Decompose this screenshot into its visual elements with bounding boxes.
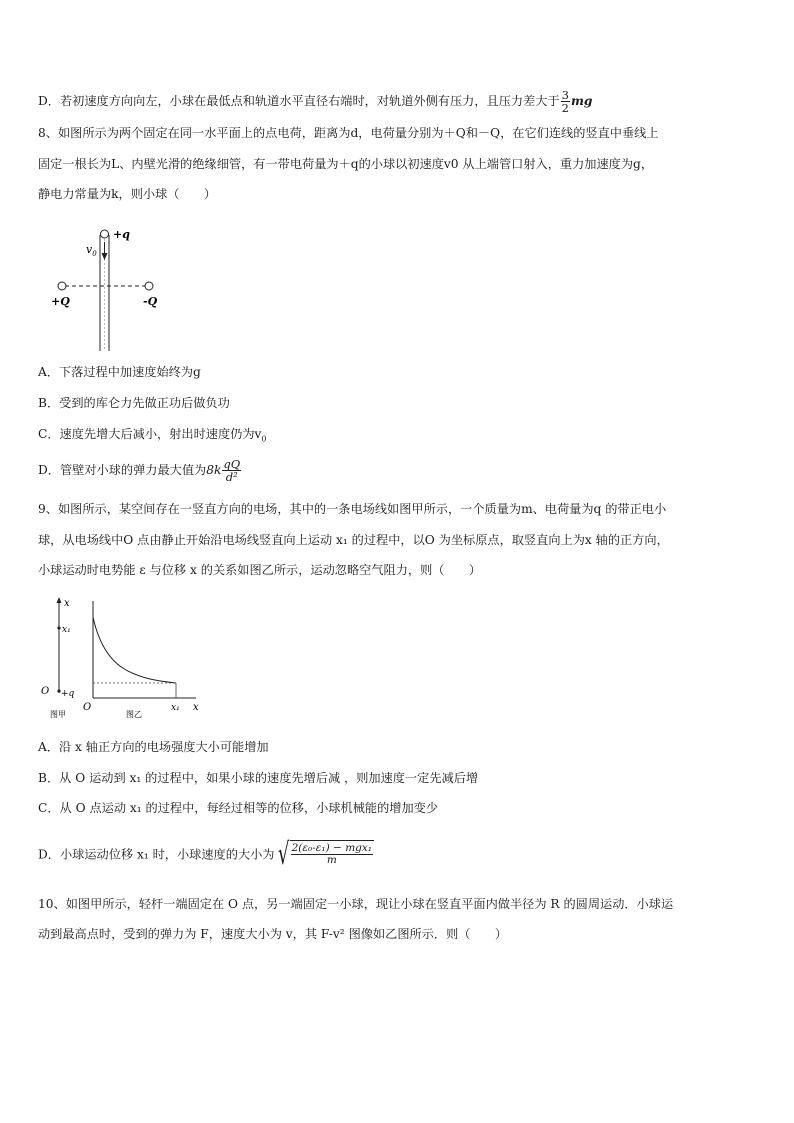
q8-option-d — [38, 458, 242, 483]
fraction-denominator: d² — [225, 470, 238, 485]
q8-option-b — [38, 397, 230, 409]
jia-q-label: +q — [61, 689, 75, 699]
option-text: 小球运动位移 x₁ 时，小球速度的大小为 — [59, 847, 275, 862]
option-label: A． — [38, 740, 59, 754]
q9-option-a — [38, 741, 269, 753]
jia-x-axis-label: x — [64, 598, 70, 609]
fraction-denominator: 2 — [561, 101, 569, 116]
option-text: 若初速度方向向左，小球在最低点和轨道水平直径右端时，对轨道外侧有压力，且压力差大于 — [59, 94, 560, 109]
v0-label: $v_0$ — [86, 243, 97, 258]
q8-stem-line-3: 静电力常量为k，则小球（ ） — [38, 187, 217, 201]
subscript: 0 — [261, 434, 267, 444]
caption-jia: 图甲 — [50, 710, 66, 719]
option-label: C． — [38, 427, 60, 441]
jia-O-label: O — [41, 686, 50, 697]
option-text: 从 O 运动到 x₁ 的过程中，如果小球的速度先增后减 ，则加速度一定先减后增 — [59, 771, 479, 785]
option-label: C． — [38, 801, 60, 815]
option-label: D． — [38, 463, 60, 478]
fraction — [291, 843, 373, 866]
q10-stem-line-2: 动到最高点时，受到的弹力为 F，速度大小为 v，其 F-v² 图像如乙图所示．则（ ） — [38, 927, 508, 941]
yi-x1-tick: x₁ — [171, 703, 180, 713]
q8-stem-line-2: 固定一根长为L、内壁光滑的绝缘细管，有一带电荷量为＋q的小球以初速度v0 从上端管口射入，重力加速度为g， — [38, 157, 654, 171]
option-text: 受到的库仑力先做正功后做负功 — [59, 396, 230, 410]
option-label: A． — [38, 365, 59, 379]
q9-option-c — [38, 802, 438, 814]
yi-O-label: O — [83, 702, 92, 713]
option-label: B． — [38, 771, 60, 785]
option-text: 速度先增大后减小，射出时速度仍为v — [59, 427, 262, 441]
jia-x1-label: x₁ — [62, 625, 71, 635]
q8-option-c — [38, 428, 267, 443]
yi-x-label: x — [193, 702, 199, 713]
fraction-numerator: 2(ε₀-ε₁) − mgx₁ — [291, 842, 372, 854]
option-label: B． — [38, 396, 60, 410]
fraction-numerator: 3 — [561, 88, 569, 102]
option-label: D． — [38, 94, 60, 109]
option-text: 从 O 点运动 x₁ 的过程中，每经过相等的位移，小球机械能的增加变少 — [59, 801, 439, 815]
sqrt-expression — [274, 837, 374, 872]
q9-figure — [38, 595, 208, 723]
option-text: 下落过程中加速度始终为g — [59, 365, 201, 379]
q8-stem-line-1: 8、如图所示为两个固定在同一水平面上的点电荷，距离为d，电荷量分别为＋Q和－Q，在它们连线的竖直中垂线上 — [38, 126, 659, 140]
q9-stem-line-1: 9、如图所示，某空间存在一竖直方向的电场，其中的一条电场线如图甲所示，一个质量为m、电荷量为q 的带正电小 — [38, 502, 667, 516]
sqrt-sign-icon: √ — [278, 837, 290, 872]
q9-option-d — [38, 837, 374, 872]
fraction — [222, 458, 241, 483]
q8-figure — [45, 225, 175, 355]
q8-option-a — [38, 366, 201, 378]
fraction — [561, 89, 570, 114]
option-text: 管壁对小球的弹力最大值为 — [59, 463, 207, 478]
q9-option-b — [38, 772, 478, 784]
option-label: D． — [38, 847, 60, 862]
q9-stem-line-3: 小球运动时电势能 ε 与位移 x 的关系如图乙所示，运动忽略空气阻力，则（ ） — [38, 563, 482, 577]
option-text: 沿 x 轴正方向的电场强度大小可能增加 — [59, 740, 269, 754]
fraction-numerator: qQ — [223, 457, 241, 471]
q10-stem-line-1: 10、如图甲所示，轻杆一端固定在 O 点，另一端固定一小球，现让小球在竖直平面内做半径为 R 的圆周运动．小球运 — [38, 897, 674, 911]
minus-Q-label: -Q — [143, 295, 158, 308]
plus-Q-label: +Q — [51, 295, 70, 308]
coefficient: 8k — [206, 463, 222, 478]
q9-stem-line-2: 球，从电场线中O 点由静止开始沿电场线竖直向上运动 x₁ 的过程中，以O 为坐标原点，取竖直向上为x 轴的正方向， — [38, 533, 669, 547]
fraction-denominator: m — [326, 854, 337, 867]
q7-option-d — [38, 89, 592, 114]
charge-q-label: +q — [113, 228, 130, 241]
caption-yi: 图乙 — [126, 710, 142, 719]
option-tail: mg — [570, 94, 593, 109]
